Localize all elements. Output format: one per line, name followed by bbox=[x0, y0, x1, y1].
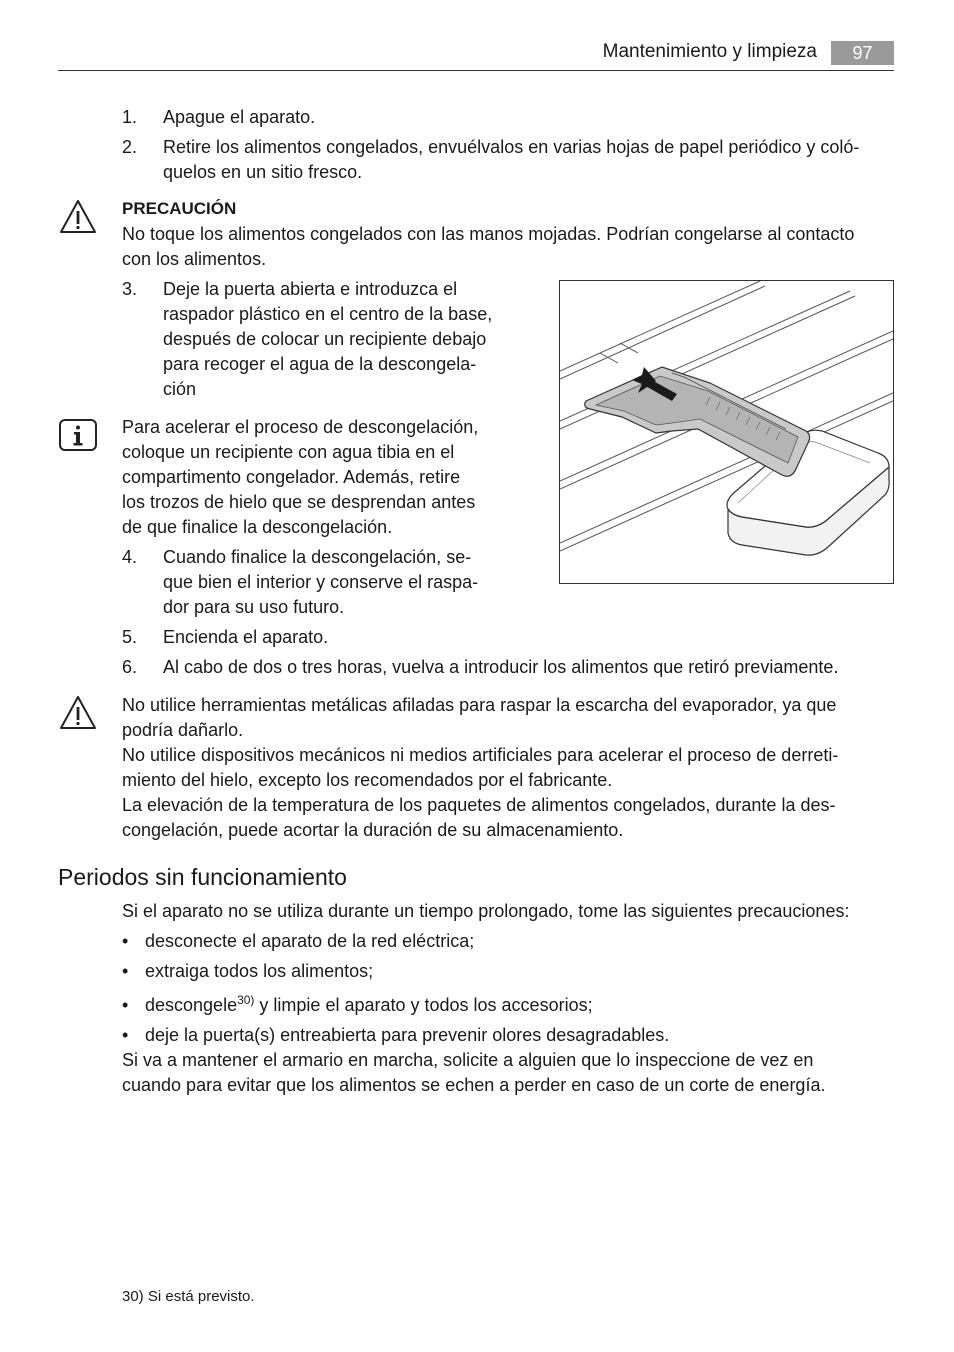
step-number: 1. bbox=[122, 107, 138, 127]
info-text: Para acelerar el proceso de descongelación, bbox=[122, 417, 479, 437]
info-text: compartimento congelador. Además, retire bbox=[122, 467, 461, 487]
info-text: los trozos de hielo que se desprendan antes bbox=[122, 492, 476, 512]
caution-text: La elevación de la temperatura de los paquetes de alimentos congelados, durante la des- bbox=[122, 795, 836, 815]
step-text: Encienda el aparato. bbox=[163, 627, 329, 647]
info-icon bbox=[58, 418, 98, 456]
step-text: que bien el interior y conserve el raspa- bbox=[163, 572, 479, 592]
caution-text: con los alimentos. bbox=[122, 249, 267, 269]
bullet-item: desconecte el aparato de la red eléctrica; bbox=[145, 931, 475, 951]
section-heading: Periodos sin funcionamiento bbox=[58, 864, 347, 890]
header-rule bbox=[58, 70, 894, 71]
section-intro: Si el aparato no se utiliza durante un tiempo prolongado, tome las siguientes precauciones: bbox=[122, 901, 850, 921]
step-text: raspador plástico en el centro de la base, bbox=[163, 304, 493, 324]
scraper-illustration bbox=[559, 280, 894, 584]
footnote-ref: 30) bbox=[237, 993, 255, 1007]
step-text: Al cabo de dos o tres horas, vuelva a introducir los alimentos que retiró previamente. bbox=[163, 657, 839, 677]
caution-text: No utilice dispositivos mecánicos ni medios artificiales para acelerar el proceso de derreti- bbox=[122, 745, 839, 765]
step-text: dor para su uso futuro. bbox=[163, 597, 345, 617]
caution-text: miento del hielo, excepto los recomendados por el fabricante. bbox=[122, 770, 613, 790]
footnote: 30) Si está previsto. bbox=[122, 1288, 255, 1305]
closing-text: Si va a mantener el armario en marcha, solicite a alguien que lo inspeccione de vez en bbox=[122, 1050, 814, 1070]
info-text: de que finalice la descongelación. bbox=[122, 517, 393, 537]
bullet-text: y limpie el aparato y todos los accesorios; bbox=[254, 995, 593, 1015]
step-text: Cuando finalice la descongelación, se- bbox=[163, 547, 472, 567]
step-number: 4. bbox=[122, 547, 138, 567]
page-number: 97 bbox=[831, 41, 894, 65]
caution-text: No utilice herramientas metálicas afiladas para raspar la escarcha del evaporador, ya que bbox=[122, 695, 837, 715]
bullet-dot: • bbox=[122, 931, 129, 951]
step-text: Deje la puerta abierta e introduzca el bbox=[163, 279, 458, 299]
caution-text: congelación, puede acortar la duración de su almacenamiento. bbox=[122, 820, 624, 840]
warning-triangle-icon bbox=[58, 198, 98, 236]
closing-text: cuando para evitar que los alimentos se echen a perder en caso de un corte de energía. bbox=[122, 1075, 826, 1095]
step-number: 5. bbox=[122, 627, 138, 647]
step-text: para recoger el agua de la descongela- bbox=[163, 354, 477, 374]
caution-text: No toque los alimentos congelados con las manos mojadas. Podrían congelarse al contacto bbox=[122, 224, 855, 244]
bullet-item: extraiga todos los alimentos; bbox=[145, 961, 374, 981]
bullet-item bbox=[145, 993, 593, 1018]
info-text: coloque un recipiente con agua tibia en el bbox=[122, 442, 455, 462]
step-number: 6. bbox=[122, 657, 138, 677]
step-text: Apague el aparato. bbox=[163, 107, 316, 127]
step-number: 2. bbox=[122, 137, 138, 157]
caution-text: podría dañarlo. bbox=[122, 720, 244, 740]
bullet-dot: • bbox=[122, 961, 129, 981]
bullet-text: descongele bbox=[145, 995, 238, 1015]
bullet-item: deje la puerta(s) entreabierta para prevenir olores desagradables. bbox=[145, 1025, 670, 1045]
step-number: 3. bbox=[122, 279, 138, 299]
step-text: quelos en un sitio fresco. bbox=[163, 162, 363, 182]
bullet-dot: • bbox=[122, 995, 129, 1015]
running-header: Mantenimiento y limpieza bbox=[602, 41, 817, 62]
step-text: ción bbox=[163, 379, 197, 399]
step-text: Retire los alimentos congelados, envuélvalos en varias hojas de papel periódico y coló- bbox=[163, 137, 860, 157]
caution-title: PRECAUCIÓN bbox=[122, 199, 237, 218]
bullet-dot: • bbox=[122, 1025, 129, 1045]
warning-triangle-icon bbox=[58, 694, 98, 732]
step-text: después de colocar un recipiente debajo bbox=[163, 329, 487, 349]
